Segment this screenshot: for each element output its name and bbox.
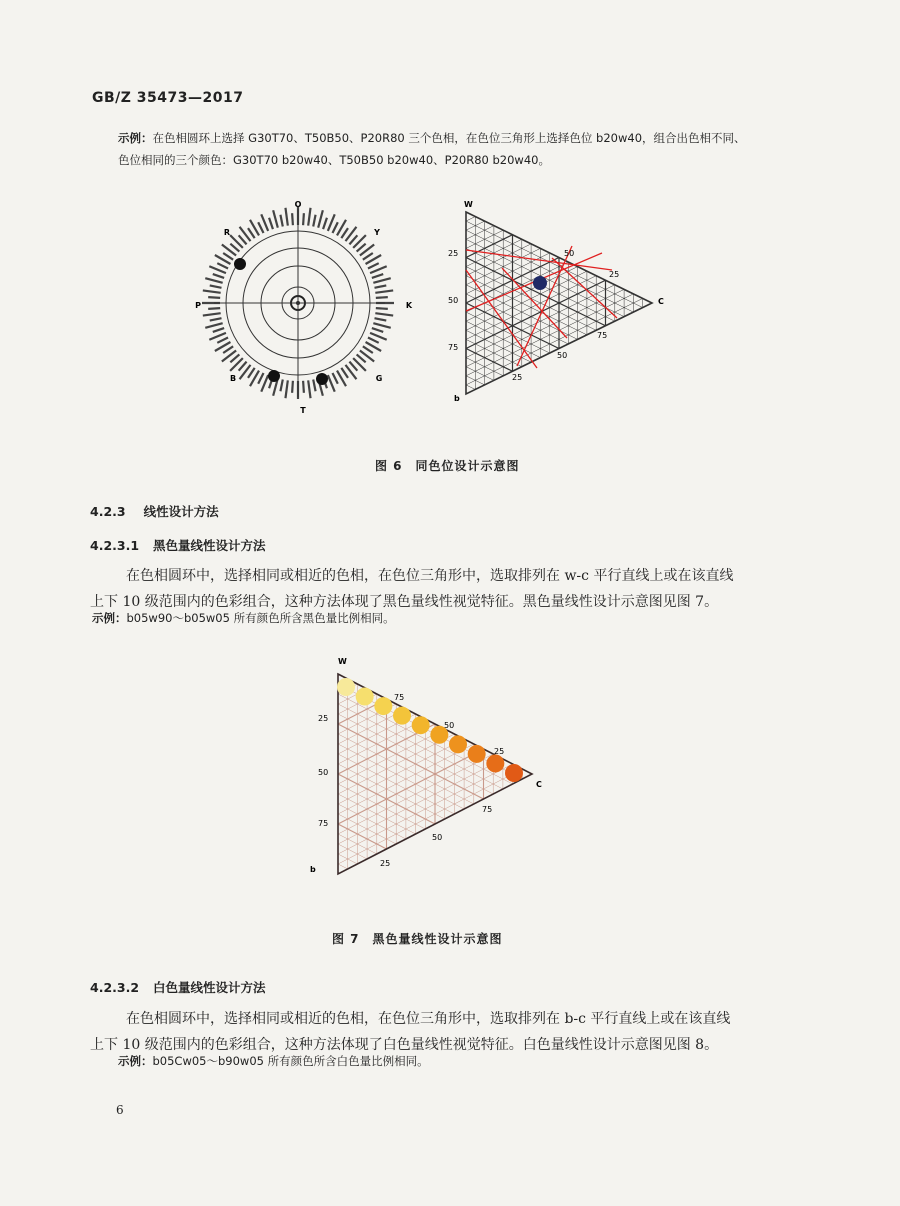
axis-label-75: 75 <box>318 819 329 828</box>
vertex-label-w: W <box>464 200 473 209</box>
grid-line <box>466 258 606 326</box>
grid-line <box>466 294 568 344</box>
hue-ring-tick <box>363 253 373 260</box>
diag-label-50: 50 <box>557 351 568 360</box>
grid-line <box>338 749 484 824</box>
hue-ring-tick <box>363 346 373 353</box>
example-1-line-1 <box>118 127 798 149</box>
hue-ring-tick <box>239 362 247 371</box>
hue-ring-tick <box>373 323 390 328</box>
hue-ring-tick <box>230 354 239 362</box>
example-3 <box>118 1050 429 1072</box>
hue-ring-tick <box>269 218 273 229</box>
hue-ring-tick <box>349 362 357 371</box>
hue-ring-tick <box>223 346 233 353</box>
hue-ring-tick <box>375 313 393 315</box>
color-position-triangle-fig7 <box>304 652 564 888</box>
hue-ring-tick <box>273 210 278 227</box>
example-2-text: b05w90～b05w05 所有颜色所含黑色量比例相同。 <box>126 611 395 625</box>
example-label: 示例： <box>92 611 127 625</box>
section-number: 4.2.3.1 <box>90 538 140 553</box>
hue-ring-tick <box>372 328 383 332</box>
hue-ring-tick <box>258 373 263 384</box>
hue-ring-tick <box>248 228 255 238</box>
axis-label-50: 50 <box>318 768 329 777</box>
selected-hue-marker-1 <box>234 258 246 270</box>
axis-label-25: 25 <box>318 714 329 723</box>
example-label: 示例： <box>118 1054 153 1068</box>
grid-line <box>338 739 464 804</box>
hue-ring-tick <box>208 297 220 298</box>
hue-ring-diagram <box>190 195 415 420</box>
hue-ring-tick <box>357 244 366 252</box>
hyp-label-25: 25 <box>609 270 620 279</box>
hue-ring-tick <box>332 373 337 384</box>
hue-ring-tick <box>368 263 379 268</box>
hue-ring-tick <box>357 354 366 362</box>
paragraph-line-1: 在色相圆环中，选择相同或相近的色相，在色位三角形中，选取排列在 b-c 平行直线上或在该直线 <box>126 1011 731 1027</box>
hue-ring-tick <box>239 235 247 244</box>
grid-line <box>466 235 513 258</box>
grid-line <box>338 824 387 849</box>
paragraph-line-2: 上下 10 级范围内的色彩组合，这种方法体现了白色量线性视觉特征。白色量线性设计示意图见图 8。 <box>90 1037 719 1053</box>
section-4-2-3-1-heading <box>90 536 266 554</box>
section-title: 黑色量线性设计方法 <box>153 538 266 553</box>
hue-ring-tick <box>303 213 304 225</box>
grid-line <box>338 804 406 839</box>
diag-label-75: 75 <box>597 331 608 340</box>
grid-line <box>338 729 445 784</box>
black-linear-color-dot <box>337 678 355 696</box>
example-label: 示例： <box>118 131 153 145</box>
hue-letter-y: Y <box>374 228 380 237</box>
hue-ring-tick <box>217 263 228 268</box>
grid-line <box>466 271 587 330</box>
grid-line <box>338 864 348 869</box>
section-title: 白色量线性设计方法 <box>153 980 266 995</box>
hyp-label-75: 75 <box>394 693 405 702</box>
hue-ring-tick <box>313 215 315 227</box>
hue-ring-tick <box>205 323 222 328</box>
selected-hue-marker-3 <box>316 373 328 385</box>
hue-letter-p: P <box>195 301 201 310</box>
hue-ring-tick <box>308 208 310 226</box>
axis-label-50: 50 <box>448 296 459 305</box>
grid-line <box>466 312 550 353</box>
figure-6-caption: 图 6 同色位设计示意图 <box>375 459 520 473</box>
figure-7-caption: 图 7 黑色量线性设计示意图 <box>332 932 503 946</box>
axis-label-25: 25 <box>448 249 459 258</box>
diag-label-25: 25 <box>512 373 523 382</box>
grid-line <box>338 744 464 809</box>
hue-ring-tick <box>375 318 387 320</box>
hue-ring-tick <box>213 328 224 332</box>
selected-color-position-marker <box>533 276 547 290</box>
grid-line <box>466 244 531 276</box>
section-number: 4.2.3 <box>90 504 126 519</box>
hue-ring-tick <box>285 208 287 226</box>
hue-ring-tick <box>341 228 348 238</box>
hue-ring-tick <box>308 380 310 398</box>
grid-line <box>466 385 475 390</box>
hue-ring-tick <box>292 213 293 225</box>
selected-hue-marker-2 <box>268 370 280 382</box>
vertex-label-c: C <box>536 780 542 789</box>
hue-letter-g: G <box>375 374 383 383</box>
hue-ring-tick <box>203 290 221 292</box>
section-title: 线性设计方法 <box>143 504 219 519</box>
black-linear-color-dot <box>356 688 374 706</box>
grid-line <box>338 764 445 819</box>
hue-letter-o: O <box>294 200 302 209</box>
hue-ring-tick <box>248 368 255 378</box>
diag-label-50: 50 <box>432 833 443 842</box>
vertex-label-w: W <box>338 657 347 666</box>
hue-ring-tick <box>223 253 233 260</box>
color-position-triangle-fig6 <box>442 198 672 413</box>
hue-ring-tick <box>349 235 357 244</box>
triangle-grid <box>466 212 652 394</box>
hue-ring-tick <box>217 337 228 342</box>
vertex-label-c: C <box>658 297 664 306</box>
hyp-label-50: 50 <box>444 721 455 730</box>
grid-line <box>466 349 513 372</box>
diag-label-75: 75 <box>482 805 493 814</box>
section-4-2-3-2-heading <box>90 978 266 996</box>
hue-ring-tick <box>323 218 327 229</box>
grid-line <box>466 217 475 222</box>
hue-ring-tick <box>280 380 282 392</box>
example-1-line-2: 色位相同的三个颜色：G30T70 b20w40、T50B50 b20w40、P20R80 b20w40。 <box>118 153 550 167</box>
example-1-text-1: 在色相圆环上选择 G30T70、T50B50、P20R80 三个色相，在色位三角形上选择色位 b20w40，组合出色相不同、 <box>152 131 746 145</box>
hue-ring-tick <box>332 222 337 233</box>
hue-ring-tick <box>372 274 383 278</box>
hue-ring-tick <box>258 222 263 233</box>
vertex-label-b: b <box>310 865 316 874</box>
example-2 <box>92 607 395 629</box>
hue-ring-tick <box>292 381 293 393</box>
hue-ring-tick <box>230 244 239 252</box>
hue-letter-b: B <box>229 374 237 383</box>
paragraph-line-1: 在色相圆环中，选择相同或相近的色相，在色位三角形中，选取排列在 w-c 平行直线上或在该直线 <box>126 568 734 584</box>
hue-ring-tick <box>208 308 220 309</box>
hue-ring-tick <box>210 318 222 320</box>
diag-label-25: 25 <box>380 859 391 868</box>
grid-line <box>338 769 522 864</box>
grid-line <box>466 280 606 348</box>
section-number: 4.2.3.2 <box>90 980 140 995</box>
grid-line <box>338 784 425 829</box>
hue-ring-tick <box>205 278 222 283</box>
hue-ring-tick <box>341 368 348 378</box>
example-3-text: b05Cw05～b90w05 所有颜色所含白色量比例相同。 <box>152 1054 429 1068</box>
grid-line <box>338 724 484 799</box>
vertex-label-b: b <box>454 394 460 403</box>
hyp-label-50: 50 <box>564 249 575 258</box>
grid-line <box>466 221 643 307</box>
black-linear-color-dot <box>505 764 523 782</box>
axis-label-75: 75 <box>448 343 459 352</box>
black-linear-color-dot <box>412 716 430 734</box>
page-number: 6 <box>116 1103 124 1117</box>
black-linear-color-dot <box>393 707 411 725</box>
hue-letter-t: T <box>300 406 306 415</box>
section-4-2-3-heading <box>90 502 219 520</box>
paragraph-line-2: 上下 10 级范围内的色彩组合，这种方法体现了黑色量线性视觉特征。黑色量线性设计示意图见图 7。 <box>90 594 719 610</box>
hue-ring-tick <box>376 297 388 298</box>
hue-ring-tick <box>368 337 379 342</box>
grid-line <box>466 298 643 384</box>
hue-ring-tick <box>313 380 315 392</box>
hyp-label-25: 25 <box>494 747 505 756</box>
black-linear-color-dot <box>468 745 486 763</box>
black-linear-color-dot <box>486 754 504 772</box>
hue-ring-tick <box>280 215 282 227</box>
hue-ring-tick <box>375 285 387 287</box>
hue-ring-tick <box>373 278 390 283</box>
selected-color-lines <box>466 246 620 368</box>
example-1 <box>118 127 798 171</box>
hue-ring-tick <box>318 210 323 227</box>
hue-ring-tick <box>285 380 287 398</box>
hue-ring-tick <box>203 313 221 315</box>
standard-code: GB/Z 35473—2017 <box>92 90 244 106</box>
black-linear-color-dot <box>449 735 467 753</box>
hue-ring-tick <box>213 274 224 278</box>
hue-letter-r: R <box>223 228 231 237</box>
black-linear-color-dot <box>374 697 392 715</box>
hue-ring-tick <box>376 308 388 309</box>
hue-ring-tick <box>303 381 304 393</box>
hue-ring-tick <box>210 285 222 287</box>
hue-letter-k: K <box>405 301 413 310</box>
hue-ring-tick <box>375 290 393 292</box>
